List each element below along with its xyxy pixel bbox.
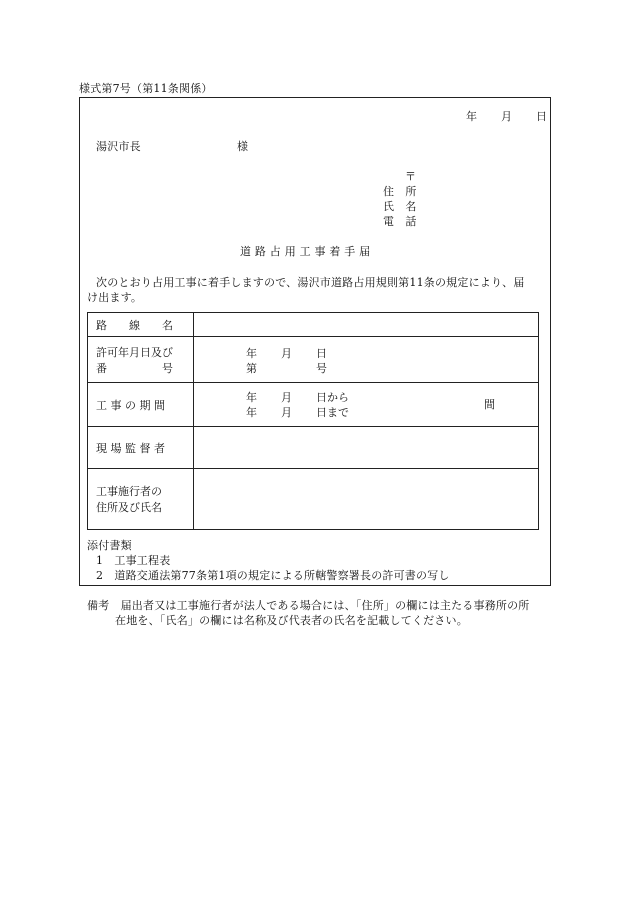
period-from: 日から (316, 391, 349, 404)
address-label: 住 所 (383, 185, 417, 198)
contractor-row (88, 469, 539, 530)
attachment-item-1: 1 工事工程表 (96, 554, 171, 567)
permit-day: 日 (316, 347, 327, 360)
supervisor-value[interactable] (194, 427, 539, 469)
period-value[interactable] (194, 383, 539, 427)
period-duration: 間 (484, 398, 495, 411)
period-month-2: 月 (281, 406, 292, 419)
date-year: 年 (466, 110, 478, 123)
period-year-1: 年 (246, 391, 257, 404)
supervisor-row (88, 427, 539, 469)
supervisor-label: 現 場 監 督 者 (96, 441, 165, 455)
contractor-value[interactable] (194, 469, 539, 530)
attachments-heading: 添付書類 (87, 539, 132, 552)
intro-line-2: け出ます。 (87, 291, 143, 304)
note-line-2: 在地を、「氏名」の欄には名称及び代表者の氏名を記載してください。 (115, 614, 468, 627)
permit-row (88, 337, 539, 383)
document-title: 道 路 占 用 工 事 着 手 届 (240, 245, 371, 258)
permit-year: 年 (246, 347, 257, 360)
contractor-label-1: 工事施行者の (96, 485, 162, 498)
intro-line-1: 次のとおり占用工事に着手しますので、湯沢市道路占用規則第11条の規定により、届 (96, 276, 525, 289)
postal-mark: 〒 (405, 170, 417, 183)
route-row (88, 313, 539, 337)
date-day: 日 (536, 110, 548, 123)
permit-value[interactable] (194, 337, 539, 383)
addressee-name: 湯沢市長 (96, 140, 141, 153)
period-year-2: 年 (246, 406, 257, 419)
permit-no: 第 (246, 362, 257, 375)
name-label: 氏 名 (383, 200, 417, 213)
route-label: 路 線 名 (96, 318, 173, 332)
note-line-1: 備考 届出者又は工事施行者が法人である場合には、「住所」の欄には主たる事務所の所 (87, 599, 530, 612)
permit-month: 月 (281, 347, 292, 360)
date-month: 月 (501, 110, 513, 123)
permit-go: 号 (316, 362, 327, 375)
period-row (88, 383, 539, 427)
phone-label: 電 話 (383, 215, 417, 228)
attachment-item-2: 2 道路交通法第77条第1項の規定による所轄警察署長の許可書の写し (96, 569, 450, 582)
period-label: 工 事 の 期 間 (96, 398, 165, 412)
period-to: 日まで (316, 406, 349, 419)
period-month-1: 月 (281, 391, 292, 404)
contractor-label-2: 住所及び氏名 (96, 501, 162, 514)
application-table (87, 312, 539, 530)
permit-label-1: 許可年月日及び (96, 345, 173, 359)
form-number: 様式第7号（第11条関係） (79, 82, 213, 95)
permit-label-2: 番 号 (96, 361, 173, 375)
route-value[interactable] (194, 313, 539, 337)
addressee-honorific: 様 (237, 140, 249, 153)
